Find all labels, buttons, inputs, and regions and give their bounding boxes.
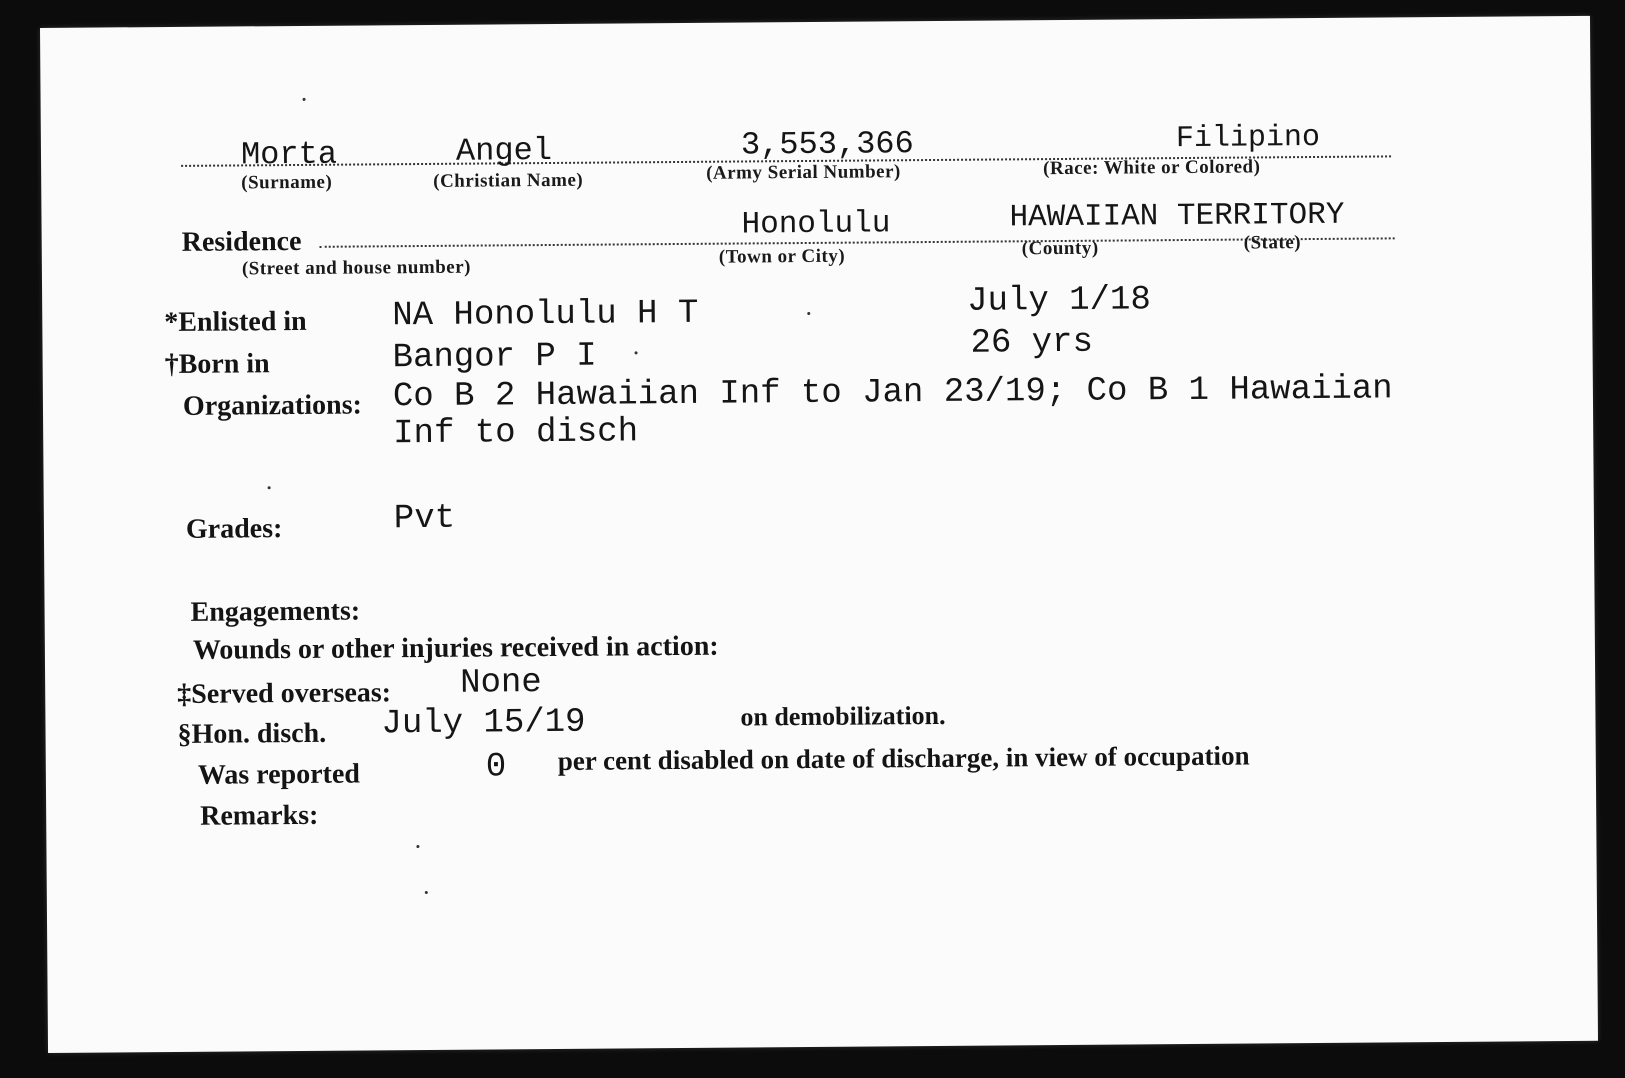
christian-name-caption: (Christian Name)	[433, 169, 584, 192]
organizations-line-2: Inf to disch	[393, 413, 639, 454]
surname-caption: (Surname)	[241, 171, 333, 194]
born-label: †Born in	[164, 348, 270, 381]
surname-value: Morta	[240, 135, 338, 174]
race-caption: (Race: White or Colored)	[1043, 156, 1261, 180]
enlisted-place: NA Honolulu H T	[392, 294, 699, 336]
organizations-line-1: Co B 2 Hawaiian Inf to Jan 23/19; Co B 1 Hawaiian	[392, 370, 1393, 417]
scan-speck	[425, 891, 428, 894]
town-value: Honolulu	[741, 206, 891, 243]
remarks-label: Remarks:	[200, 799, 319, 832]
disability-value: 0	[485, 748, 507, 787]
grades-label: Grades:	[185, 513, 283, 545]
race-value: Filipino	[1175, 120, 1321, 157]
state-caption: (State)	[1243, 232, 1302, 254]
scan-speck	[303, 98, 306, 101]
scan-speck	[635, 351, 638, 354]
county-caption: (County)	[1021, 237, 1099, 260]
discharge-label: §Hon. disch.	[177, 717, 327, 750]
disability-suffix: per cent disabled on date of discharge, in view of occupation	[557, 740, 1250, 776]
discharge-suffix: on demobilization.	[740, 700, 946, 732]
enlisted-date: July 1/18	[967, 281, 1151, 321]
county-value: HAWAIIAN TERRITORY	[1009, 197, 1345, 236]
christian-name-value: Angel	[455, 131, 553, 170]
serial-number-caption: (Army Serial Number)	[706, 161, 901, 184]
residence-label: Residence	[181, 225, 302, 258]
born-age: 26 yrs	[970, 323, 1094, 363]
overseas-value: None	[460, 664, 542, 703]
town-caption: (Town or City)	[718, 245, 846, 268]
grades-value: Pvt	[393, 499, 456, 539]
serial-number-value: 3,553,366	[740, 125, 914, 164]
scan-speck	[416, 845, 419, 848]
born-place: Bangor P I	[392, 337, 597, 378]
disability-label: Was reported	[197, 758, 361, 791]
service-record-card	[40, 16, 1598, 1053]
scan-speck	[268, 486, 271, 489]
street-caption: (Street and house number)	[241, 256, 472, 280]
enlisted-label: *Enlisted in	[164, 305, 307, 339]
organizations-label: Organizations:	[182, 389, 362, 422]
overseas-label: ‡Served overseas:	[177, 677, 392, 710]
wounds-label: Wounds or other injuries received in action:	[192, 630, 719, 666]
discharge-date: July 15/19	[381, 703, 586, 744]
engagements-label: Engagements:	[190, 595, 361, 628]
scan-speck	[807, 312, 810, 315]
